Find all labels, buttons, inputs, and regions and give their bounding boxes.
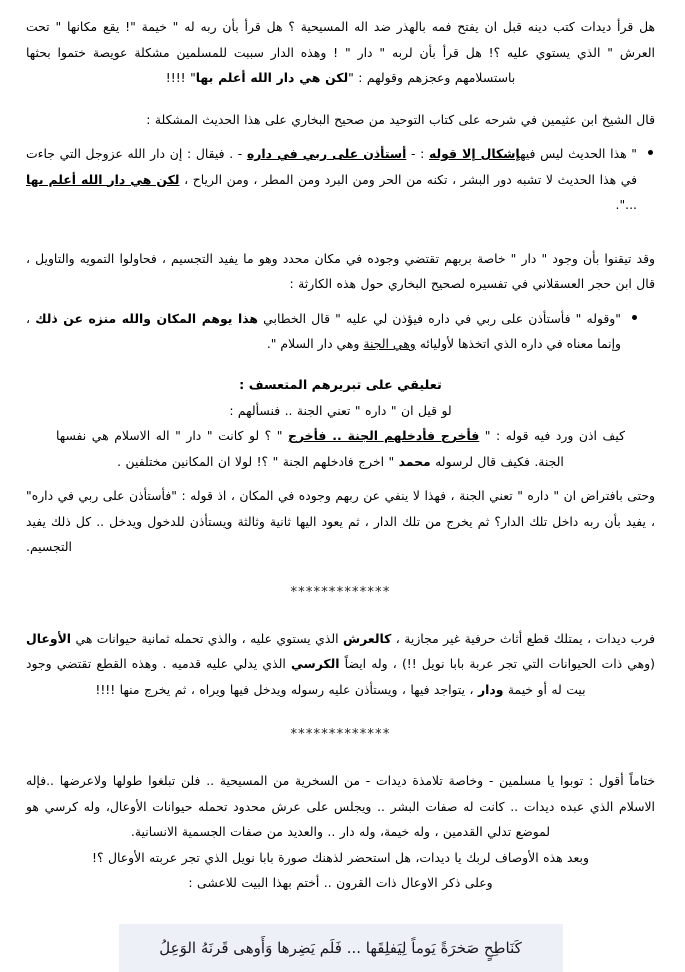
quote-block-1 [26, 141, 655, 218]
paragraph-5 [26, 423, 655, 474]
spacer [26, 746, 655, 768]
paragraph-7-emphasis-ibex: الأوعال [26, 630, 72, 646]
quote-1-close: ...". [615, 197, 637, 212]
quote-block-2 [26, 306, 655, 357]
paragraph-3-text: وقد تيقنوا بأن وجود " دار " خاصة بربهم تقتضي وجوده في مكان محدد وهو ما يفيد التجسيم ، فحاولوا التمويه والتاويل ، قال ابن حجر العسقلاني في تفسيره لصحيح البخاري حول هذه الكارثة : [26, 250, 655, 291]
paragraph-7-mid-2: (وهي ذات الحيوانات التي تجر عربة بابا نويل !!) ، وله ايضاً [339, 656, 655, 671]
verse-text: كَنَاطِحٍ صَخرَةً يَوماً لِيَفلِقَها ... فَلَم يَضِرها وَأَوهى قَرنَهُ الوَعِلُ [159, 938, 522, 957]
spacer [26, 896, 655, 924]
spacer [26, 357, 655, 373]
verse-highlight-box [119, 924, 563, 972]
paragraph-8-text: ختاماً أقول : توبوا يا مسلمين - وخاصة تلامذة ديدات - من السخرية من المسيحية .. فلن تبلغوا طولها ولاعرضها ..فإله الاسلام الذي عبده ديدات .. كانت له صفات البشر .. ويجلس على عرش محدود تحمله حيوانات الأوعال، وله كرسي هو لموضع تدلي القدمين ، وله خيمة، وله دار .. والعديد من صفات الجسمية الانسانية. [26, 773, 655, 839]
asterisk-separator-1-text: ************* [290, 584, 391, 600]
quote-2-open: "وقوله " فأستأذن على ربي في داره فيؤذن لي عليه " قال الخطابي [258, 310, 621, 326]
paragraph-5-mid: " ؟ لو كانت " دار " اله الاسلام هي نفسها الجنة. فكيف قال لرسوله [56, 428, 564, 469]
spacer [26, 132, 655, 141]
spacer [26, 702, 655, 724]
paragraph-4 [26, 398, 655, 424]
paragraph-1 [26, 14, 655, 91]
quote-1-open: " هذا الحديث ليس فيه [520, 146, 637, 161]
quote-2-underline-1: وهي الجنة [363, 336, 416, 351]
quote-1-emphasis-2: أستأذن على ربي في داره [246, 146, 407, 161]
quote-2-mid: ، وإنما معناه في داره الذي اتخذها لأوليائه [26, 310, 621, 351]
paragraph-7-open: فرب ديدات ، يمتلك قطع أثاث حرفية غير مجازية ، [391, 630, 655, 646]
paragraph-7-emphasis-house: ودار [478, 681, 504, 697]
paragraph-5-close: " اخرج فادخلهم الجنة " ؟! لولا ان المكانين مختلفين . [117, 453, 399, 469]
paragraph-7-emphasis-chair: الكرسي [290, 656, 340, 671]
paragraph-10-text: وعلى ذكر الاوعال ذات القرون .. أختم بهذا البيت للاعشى : [188, 875, 493, 890]
paragraph-7 [26, 626, 655, 703]
spacer [26, 297, 655, 306]
paragraph-1-bold-phrase: لكن هي دار الله أعلم بها [195, 70, 349, 85]
paragraph-5-emphasis-2: محمد [398, 453, 431, 469]
paragraph-2 [26, 107, 655, 133]
spacer [26, 604, 655, 626]
paragraph-7-mid-3: الذي يدلي عليه قدميه . وهذه القطع تقتضي وجود بيت له أو خيمة [26, 656, 586, 697]
paragraph-6 [26, 483, 655, 560]
quote-1-mid-2: - . فيقال : إن دار الله عزوجل التي جاءت في هذا الحديث لا تشبه دور البشر ، تكنه من الحر ومن البرد ومن المطر ، ومن الرياح ، [26, 146, 637, 187]
paragraph-7-mid-1: الذي يستوي عليه ، والذي تحمله ثمانية حيوانات هي [71, 630, 344, 646]
asterisk-separator-2 [26, 724, 655, 746]
quote-1-mid-1: : - [406, 146, 429, 161]
quote-2-emphasis-1: هذا يوهم المكان والله منزه عن ذلك [35, 310, 258, 326]
paragraph-1-tail: " !!!! [165, 70, 196, 85]
spacer [26, 91, 655, 107]
quote-2-close: وهي دار السلام ". [266, 336, 364, 351]
section-heading-text: تعليقي على تبريرهم المتعسف : [239, 377, 442, 393]
spacer [26, 474, 655, 483]
section-heading-commentary [26, 373, 655, 398]
paragraph-2-text: قال الشيخ ابن عثيمين في شرحه على كتاب التوحيد من صحيح البخاري على هذا الحديث المشكلة : [146, 111, 655, 127]
paragraph-4-text: لو قيل ان " داره " تعني الجنة .. فنسألهم : [229, 402, 452, 418]
spacer [26, 218, 655, 246]
bullet-icon [632, 315, 637, 320]
paragraph-10 [26, 870, 655, 896]
asterisk-separator-1 [26, 582, 655, 604]
paragraph-7-close: ، يتواجد فيها ، ويستأذن عليه رسوله ويدخل فيها ويراه ، ثم يخرج منها !!!! [95, 681, 478, 697]
paragraph-7-emphasis-throne: كالعرش [343, 630, 392, 646]
paragraph-9 [26, 845, 655, 871]
paragraph-9-text: وبعد هذه الأوصاف لربك يا ديدات، هل استحضر لذهنك صورة بابا نويل الذي تجر عربته الأوعال ؟! [92, 849, 589, 865]
asterisk-separator-2-text: ************* [290, 727, 391, 742]
quote-1-emphasis-1: إشكال إلا قوله [429, 146, 521, 161]
paragraph-3 [26, 246, 655, 297]
paragraph-8 [26, 768, 655, 845]
paragraph-5-open: كيف اذن ورد فيه قوله : " [479, 428, 625, 443]
spacer [26, 560, 655, 582]
paragraph-5-emphasis-1: فأخرج فأدخلهم الجنة .. فأخرج [288, 428, 480, 443]
bullet-icon [648, 150, 653, 155]
paragraph-1-text: هل قرأ ديدات كتب دينه قبل ان يفتح فمه بالهذر ضد اله المسيحية ؟ هل قرأ بأن ربه له " خيمة "! يقع مكانها " تحت العرش " الذي يستوي عليه ؟! هل قرأ بأن لربه " دار " ! وهذه الدار سببت للمسلمين مشكلة عويصة ختموا بحثها باستسلامهم وعجزهم وقولهم : " [26, 19, 655, 85]
paragraph-6-text: وحتى بافتراض ان " داره " تعني الجنة ، فهذا لا ينفي عن ربهم وجوده في المكان ، اذ قوله : "فأستأذن على ربي في داره" ، يفيد بأن ربه داخل تلك الدار؟ ثم يخرج من تلك الدار ، ثم يعود اليها ثانية وثالثة ويستأذن للدخول ويدخل .. كل ذلك يفيد التجسيم. [26, 488, 655, 554]
quote-1-emphasis-3: لكن هي دار الله أعلم بها [26, 171, 180, 187]
